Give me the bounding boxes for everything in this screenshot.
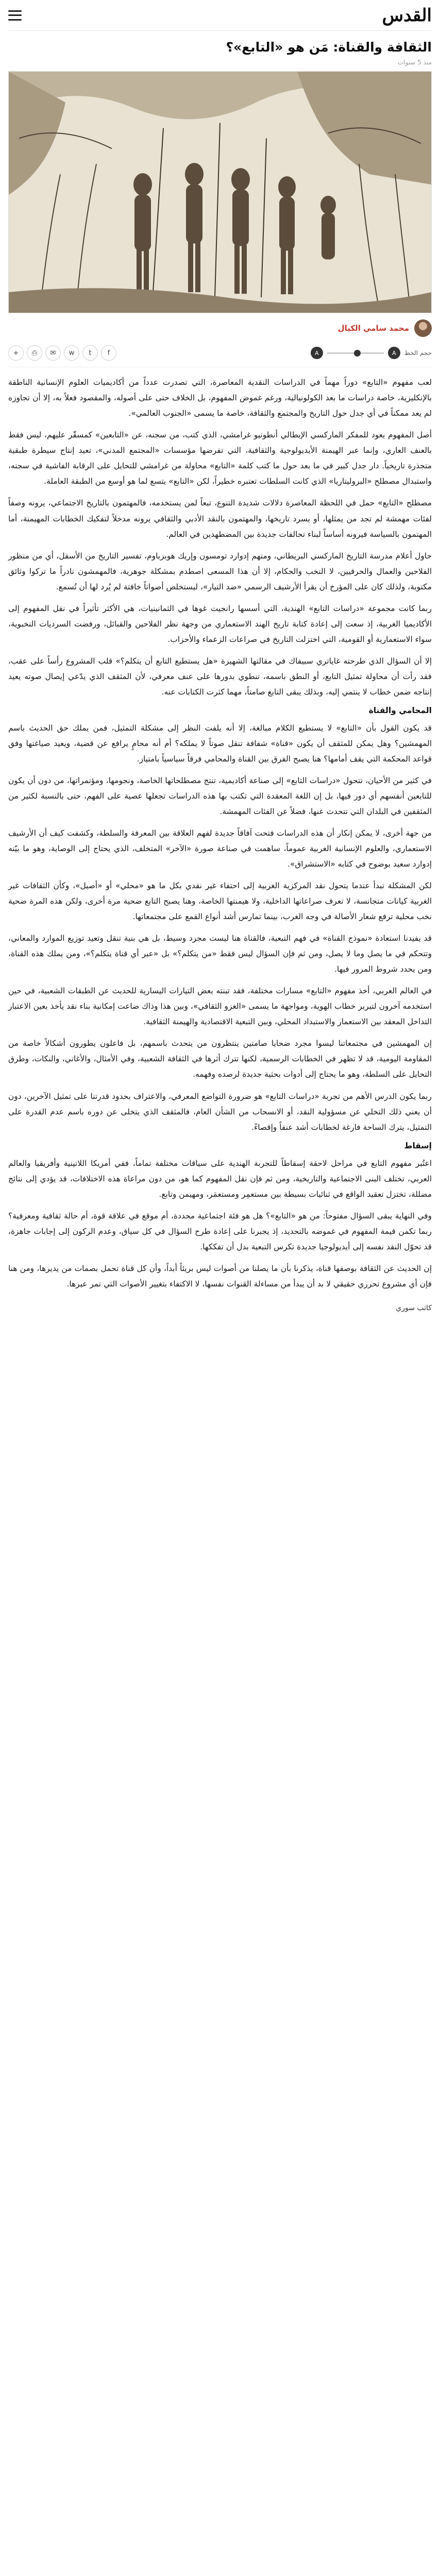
- facebook-icon[interactable]: f: [101, 345, 116, 361]
- paragraph: اعتُبر مفهوم التابع في مراحل لاحقة إسقاطاً للتجربة الهندية على سياقات مختلفة تماماً، ففي أمريكا اللاتينية وأفريقيا والعالم العربي، تختلف البنى الاجتماعية والتاريخية، ومن ثم فإن نقل المفهوم كما هو، من دون مراعاة هذه الاختلافات، قد يؤدي إلى نتائج مضللة، تختزل تعقيد الواقع في ثنائيات بسيطة بين مستعمِر ومستعمَر، ومهيمن وتابع.: [8, 1158, 432, 1199]
- paragraph: في كثير من الأحيان، تتحول «دراسات التابع» إلى صناعة أكاديمية، تنتج مصطلحاتها الخاصة، ونجومها، ومؤتمراتها، من دون أن يكون للتابعين أنفسهم أي دور فيها، بل إن اللغة المعقدة التي تكتب بها هذه الدراسات تجعلها عصية على الفهم، حتى بالنسبة لكثير من المثقفين في البلدان التي تتحدث عنها، فضلاً عن الفئات المهمشة.: [8, 775, 432, 816]
- section-heading: إسقاط: [404, 1141, 432, 1150]
- whatsapp-icon[interactable]: w: [64, 345, 79, 361]
- paragraph: حاول أعلام مدرسة التاريخ الماركسي البريطاني، ومنهم إدوارد تومسون وإريك هوبزباوم، تفسير التاريخ من الأسفل، أي من منظور الفلاحين والعمال والحرفيين، لا النخب والحكام، إلا أن هذا المسعى اصطدم بمشكلة جوهرية، فالمهمشون نادراً ما تركوا وثائق مكتوبة، ولذلك كان على المؤرخ أن يقرأ الأرشيف الرسمي «ضد التيار»، ليستخلص أصواتاً خافتة لم يُرد لها أن تُسمع.: [8, 551, 432, 591]
- font-size-knob[interactable]: [354, 350, 361, 357]
- font-size-slider[interactable]: [327, 352, 384, 354]
- author-row: [8, 319, 432, 337]
- menu-line: [8, 19, 22, 21]
- twitter-icon[interactable]: t: [82, 345, 98, 361]
- paragraph: لكن المشكلة تبدأ عندما يتحول نقد المركزية الغربية إلى احتفاء غير نقدي بكل ما هو «محلي» أو «أصيل»، وكأن الثقافات غير الغربية كيانات متجانسة، لا تعرف صراعاتها الداخلية، ولا هيمنتها الخاصة، وهنا يصبح التابع ضحية مرة أخرى، ولكن هذه المرة ضحية نخب محلية ترفع شعار الأصالة في وجه الغرب، بينما تمارس أشد أنواع القمع على مجتمعاتها.: [8, 881, 432, 922]
- font-decrease-button[interactable]: A: [388, 347, 400, 359]
- paragraph: في العالم العربي، أخذ مفهوم «التابع» مسارات مختلفة، فقد تبنته بعض التيارات اليسارية للحديث عن الطبقات الشعبية، في حين استخدمه آخرون لتبرير خطاب الهوية، ومواجهة ما يسمى «الغزو الثقافي»، وبين هذا وذاك ضاعت إمكانية بناء نقد يأخذ بعين الاعتبار التداخل المعقد بين الاستعمار والاستبداد المحلي، وبين التبعية الاقتصادية والهيمنة الثقافية.: [8, 986, 432, 1027]
- paragraph: قد يكون القول بأن «التابع» لا يستطيع الكلام مبالغة، إلا أنه يلفت النظر إلى مشكلة التمثيل، فمن يملك حق الحديث باسم المهمشين؟ وهل يمكن للمثقف أن يكون «قناة» شفافة تنقل صوتاً لا يملكه؟ أم أنه محامٍ يرافع عن قضية، ويعيد صياغتها وفق قواعد المحكمة التي يقف أمامها؟ هنا يصبح الفرق بين القناة والمحامي فرقاً سياسياً بامتياز.: [8, 723, 432, 764]
- paragraph: إن المهمشين في مجتمعاتنا ليسوا مجرد ضحايا صامتين ينتظرون من يتحدث باسمهم، بل فاعلون يطورون أشكالاً خاصة من المقاومة اليومية، قد لا تظهر في الخطابات الرسمية، لكنها تترك أثرها في الثقافة الشعبية، وفي الأمثال، والأغاني، والنكات، وطرق التحايل على السلطة، وهو ما يحتاج إلى أدوات بحثية جديدة لرصده وفهمه.: [8, 1039, 432, 1079]
- hamburger-menu-icon[interactable]: [8, 10, 22, 21]
- paragraph: قد يفيدنا استعادة «نموذج القناة» في فهم التبعية، فالقناة هنا ليست مجرد وسيط، بل هي بنية تنقل وتعيد توزيع الموارد والمعاني، وتتحكم في ما يصل وما لا يصل، ومن ثم فإن السؤال ليس فقط «من يتكلم؟» بل «عبر أي قناة يتكلم؟»، ومن يملك هذه القناة، ومن يحدد شروط المرور فيها.: [8, 934, 432, 974]
- share-icon[interactable]: +: [8, 345, 24, 361]
- engraving-illustration: [9, 72, 431, 313]
- paragraph: إن الحديث عن الثقافة بوصفها قناة، يذكرنا بأن ما يصلنا من أصوات ليس بريئاً أبداً، وأن كل قناة تحمل بصمات من يديرها، ومن هنا فإن أي مشروع تحرري حقيقي لا بد أن يبدأ من مساءلة القنوات نفسها، لا الاكتفاء بتغيير الأصوات التي تمر عبرها.: [8, 1263, 432, 1289]
- site-header: [8, 0, 432, 31]
- author-bio: كاتب سوري: [396, 1303, 432, 1312]
- site-logo[interactable]: القدس: [382, 5, 432, 26]
- menu-line: [8, 10, 22, 12]
- author-name[interactable]: محمد سامي الكيال: [337, 324, 409, 333]
- article-body: [8, 375, 432, 1292]
- article-title: الثقافة والقناة: مَن هو «التابع»؟: [226, 40, 432, 55]
- paragraph: ربما كانت مجموعة «دراسات التابع» الهندية، التي أسسها رانجيت غوها في الثمانينيات، هي الأكثر تأثيراً في نقل المفهوم إلى الأكاديميا الغربية، إذ سعت إلى إعادة كتابة تاريخ الهند الاستعماري من وجهة نظر الفلاحين والقبائل، ورفضت السرديات النخبوية، سواء الاستعمارية أو القومية، التي اختزلت التاريخ في صراعات الزعماء والأحزاب.: [8, 603, 432, 644]
- font-increase-button[interactable]: A: [311, 347, 323, 359]
- article-date: منذ 5 سنوات: [397, 59, 432, 66]
- section-heading: المحامي والقناة: [368, 705, 432, 715]
- paragraph: من جهة أخرى، لا يمكن إنكار أن هذه الدراسات فتحت آفاقاً جديدة لفهم العلاقة بين المعرفة والسلطة، وكشفت كيف أن الأرشيف الاستعماري، والعلوم الإنسانية الغربية عموماً، ساهمت في صناعة صورة «الآخر» المتخلف، الذي يحتاج إلى الوصاية، وهو ما بيّنه إدوارد سعيد بوضوح في كتابه «الاستشراق».: [8, 828, 432, 869]
- paragraph: إلا أن السؤال الذي طرحته غاياتري سبيفاك في مقالتها الشهيرة «هل يستطيع التابع أن يتكلم؟» قلب المشروع رأساً على عقب، فقد رأت أن محاولة تمثيل التابع، أو النطق باسمه، تنطوي بدورها على عنف معرفي، لأن المثقف الذي يدّعي إيصال صوته يعيد إنتاجه ضمن خطاب لا ينتمي إليه، وبذلك يبقى التابع صامتاً، مهما كثرت الكتابات عنه.: [8, 656, 432, 697]
- paragraph: أصل المفهوم يعود للمفكر الماركسي الإيطالي أنطونيو غرامشي، الذي كتب، من سجنه، عن «التابعين» كمسقّر عليهم، ليس فقط بالعنف العاري، وإنما عبر الهيمنة الأيديولوجية والثقافية، التي تفرضها مؤسسات «المجتمع المدني»، تعيد إنتاج سيطرة طبقية متجذرة تاريخياً. دار جدل كبير في ما بعد حول ما كتب كلمة «التابع» محاولة من غرامشي للتحايل على الرقابة الفاشية في سجنه، واستبدال مصطلح «البروليتاريا» الذي كانت السلطات تعتبره خطيراً، لكن «التابع» يتسع لما هو أوسع من الطبقة العاملة.: [8, 430, 432, 486]
- author-avatar[interactable]: [414, 319, 432, 337]
- menu-line: [8, 14, 22, 16]
- print-icon[interactable]: ⎙: [27, 345, 42, 361]
- font-size-control: [311, 347, 432, 359]
- share-buttons: [8, 345, 116, 361]
- paragraph: ربما يكون الدرس الأهم من تجربة «دراسات التابع» هو ضرورة التواضع المعرفي، والاعتراف بحدود قدرتنا على تمثيل الآخرين، دون أن يعني ذلك التخلي عن مسؤولية النقد، أو الانسحاب من الشأن العام، فالمثقف الذي يتخلى عن دوره باسم عدم القدرة على التمثيل، يترك الساحة فارغة لخطابات أشد عنفاً وإقصاءً.: [8, 1091, 432, 1132]
- article-tools: [8, 341, 432, 367]
- paragraph: مصطلح «التابع» حمل في اللحظة المعاصرة دلالات شديدة التنوع، تبعاً لمن يستخدمه، فالمهتمون بالتاريخ الاجتماعي، يرونه وصفاً لفئات مهمشة لم تجد من يمثلها، أو يسرد تاريخها، والمهتمون بالنقد الأدبي والثقافي يرونه مدخلاً لتفكيك الخطابات المهيمنة، أما المهتمون بالسياسة فيرونه أساساً لبناء تحالفات جديدة بين المضطهدين في العالم.: [8, 498, 432, 539]
- paragraph: لعب مفهوم «التابع» دوراً مهماً في الدراسات النقدية المعاصرة، التي تصدرت عدداً من أكاديميات العلوم الإنسانية الناطقة بالإنكليزية، خاصة دراسات ما بعد الكولونيالية، ورغم غموض المفهوم، بل الخلاف حتى على أصوله، والمقصود فعلاً به، إلا أن تجاوزه لم يعد ممكناً في أي جدل حول التاريخ والمجتمع والثقافة، خاصة ما يسمى «الجنوب العالمي».: [8, 378, 432, 418]
- font-size-label: حجم الخط: [404, 349, 432, 357]
- email-icon[interactable]: ✉: [45, 345, 61, 361]
- article-image: [8, 71, 432, 313]
- paragraph: وفي النهاية يبقى السؤال مفتوحاً: من هو «التابع»؟ هل هو فئة اجتماعية محددة، أم موقع في علاقة قوة، أم حالة ثقافية ومعرفية؟ ربما تكمن قيمة المفهوم في غموضه بالتحديد، إذ يجبرنا على إعادة طرح السؤال في كل سياق، وعدم الركون إلى إجابات جاهزة، قد تحوّل النقد نفسه إلى أيديولوجيا جديدة تكرس التبعية بدل أن تفككها.: [8, 1211, 432, 1251]
